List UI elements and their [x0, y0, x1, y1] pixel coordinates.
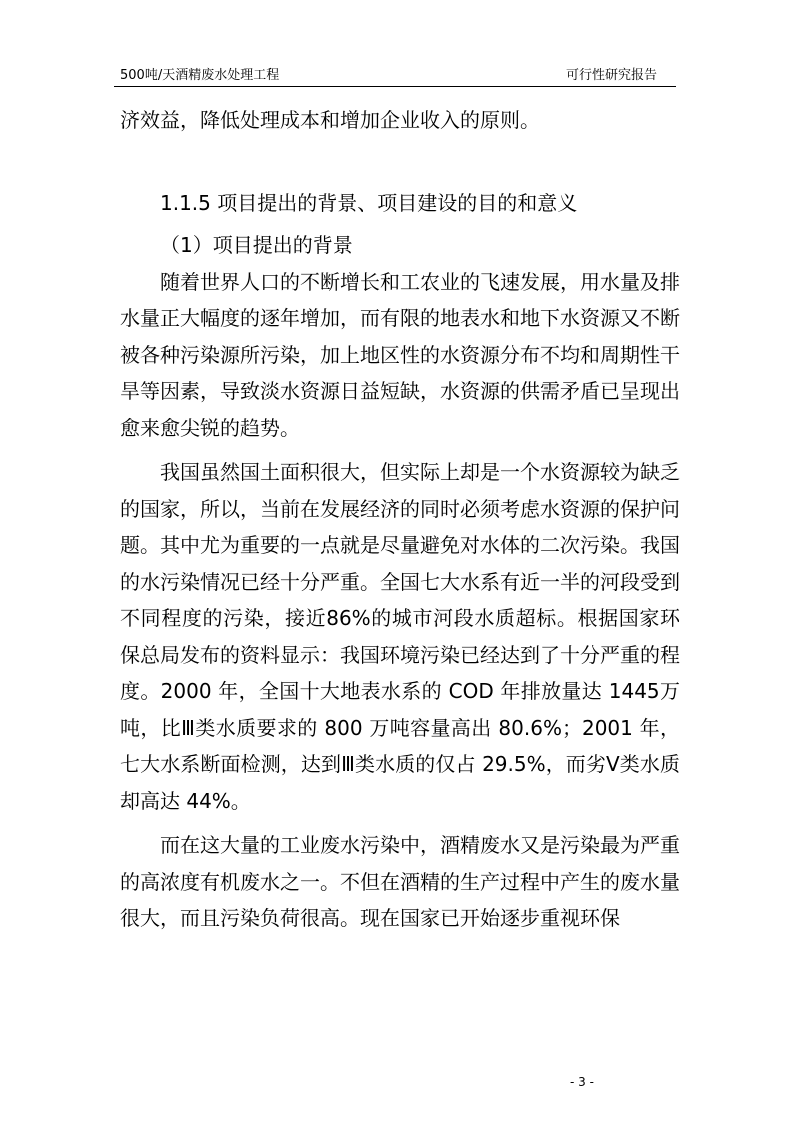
header-title-left: 500吨/天酒精废水处理工程 — [120, 68, 280, 83]
paragraph-background: 随着世界人口的不断增长和工农业的飞速发展，用水量及排水量正大幅度的逐年增加，而有限的地表水和地下水资源又不断被各种污染源所污染，加上地区性的水资源分布不均和周期性干旱等因素，导致淡水资源日益短缺，水资源的供需矛盾已呈现出愈来愈尖锐的趋势。 — [120, 269, 680, 440]
header-divider — [114, 86, 676, 87]
paragraph-national-water: 我国虽然国土面积很大，但实际上却是一个水资源较为缺乏的国家，所以，当前在发展经济的同时必须考虑水资源的保护问题。其中尤为重要的一点就是尽量避免对水体的二次污染。我国的水污染情况已经十分严重。全国七大水系有近一半的河段受到不同程度的污染，接近86%的城市河段水质超标。根据国家环保总局发布的资料显示：我国环境污染已经达到了十分严重的程度。2000 年，全国十大地表水系的 COD 年排放量达 1445万吨，比Ⅲ类水质要求的 800 万吨容量高出 80.6%；2001 年，七大水系断面检测，达到Ⅲ类水质的仅占 29.5%，而劣Ⅴ类水质却高达 44%。 — [120, 460, 680, 813]
page-number: - 3 - — [570, 1075, 594, 1089]
section-heading: 1.1.5 项目提出的背景、项目建设的目的和意义 — [160, 190, 578, 215]
paragraph-alcohol-wastewater: 而在这大量的工业废水污染中，酒精废水又是污染最为严重的高浓度有机废水之一。不但在酒精的生产过程中产生的废水量很大，而且污染负荷很高。现在国家已开始逐步重视环保 — [120, 833, 680, 930]
document-body — [120, 102, 680, 937]
paragraph-continuation: 济效益，降低处理成本和增加企业收入的原则。 — [120, 108, 540, 132]
subsection-heading: （1）项目提出的背景 — [160, 233, 353, 257]
header-title-right: 可行性研究报告 — [566, 68, 658, 83]
